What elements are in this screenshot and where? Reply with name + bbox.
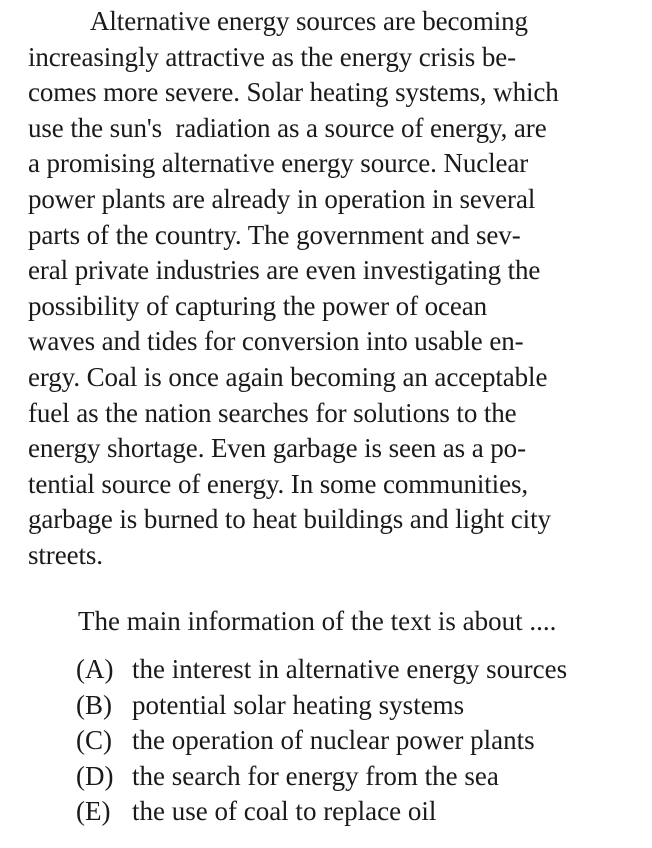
- answer-option-e[interactable]: [76, 794, 636, 830]
- option-letter: (B): [76, 689, 112, 720]
- option-text: the interest in alternative energy sources: [132, 654, 568, 684]
- passage-line: possibility of capturing the power of ocean: [28, 290, 488, 321]
- passage-line: comes more severe. Solar heating systems, which: [28, 77, 559, 108]
- option-letter: (C): [76, 725, 112, 755]
- answer-options: [76, 652, 636, 830]
- option-letter: (D): [76, 760, 114, 791]
- passage-line: energy shortage. Even garbage is seen as a po-: [28, 433, 526, 464]
- passage-line: ergy. Coal is once again becoming an acceptable: [28, 361, 548, 392]
- passage-line: parts of the country. The government and sev-: [28, 219, 521, 250]
- passage-line: waves and tides for conversion into usable en-: [28, 326, 524, 357]
- option-text: the operation of nuclear power plants: [132, 725, 535, 755]
- passage-line: streets.: [28, 539, 103, 570]
- question-stem: The main information of the text is about ....: [78, 606, 557, 636]
- passage-line: power plants are already in operation in several: [28, 183, 536, 214]
- passage-line: garbage is burned to heat buildings and light city: [28, 504, 551, 535]
- passage-line: use the sun's radiation as a source of energy, are: [28, 112, 547, 143]
- answer-option-b[interactable]: [76, 688, 636, 724]
- passage-line: increasingly attractive as the energy crisis be-: [28, 41, 517, 72]
- passage-line: tential source of energy. In some communities,: [28, 468, 529, 499]
- reading-passage: [28, 4, 638, 574]
- passage-line: fuel as the nation searches for solutions to the: [28, 397, 517, 428]
- option-text: the search for energy from the sea: [132, 760, 499, 791]
- passage-line: Alternative energy sources are becoming: [90, 6, 528, 36]
- answer-option-d[interactable]: [76, 759, 636, 795]
- option-text: potential solar heating systems: [132, 689, 465, 720]
- option-letter: (A): [76, 654, 114, 684]
- answer-option-a[interactable]: [76, 652, 636, 688]
- option-text: the use of coal to replace oil: [132, 796, 437, 826]
- passage-line: eral private industries are even investigating the: [28, 255, 541, 286]
- option-letter: (E): [76, 796, 111, 826]
- answer-option-c[interactable]: [76, 723, 636, 759]
- passage-line: a promising alternative energy source. Nuclear: [28, 148, 529, 179]
